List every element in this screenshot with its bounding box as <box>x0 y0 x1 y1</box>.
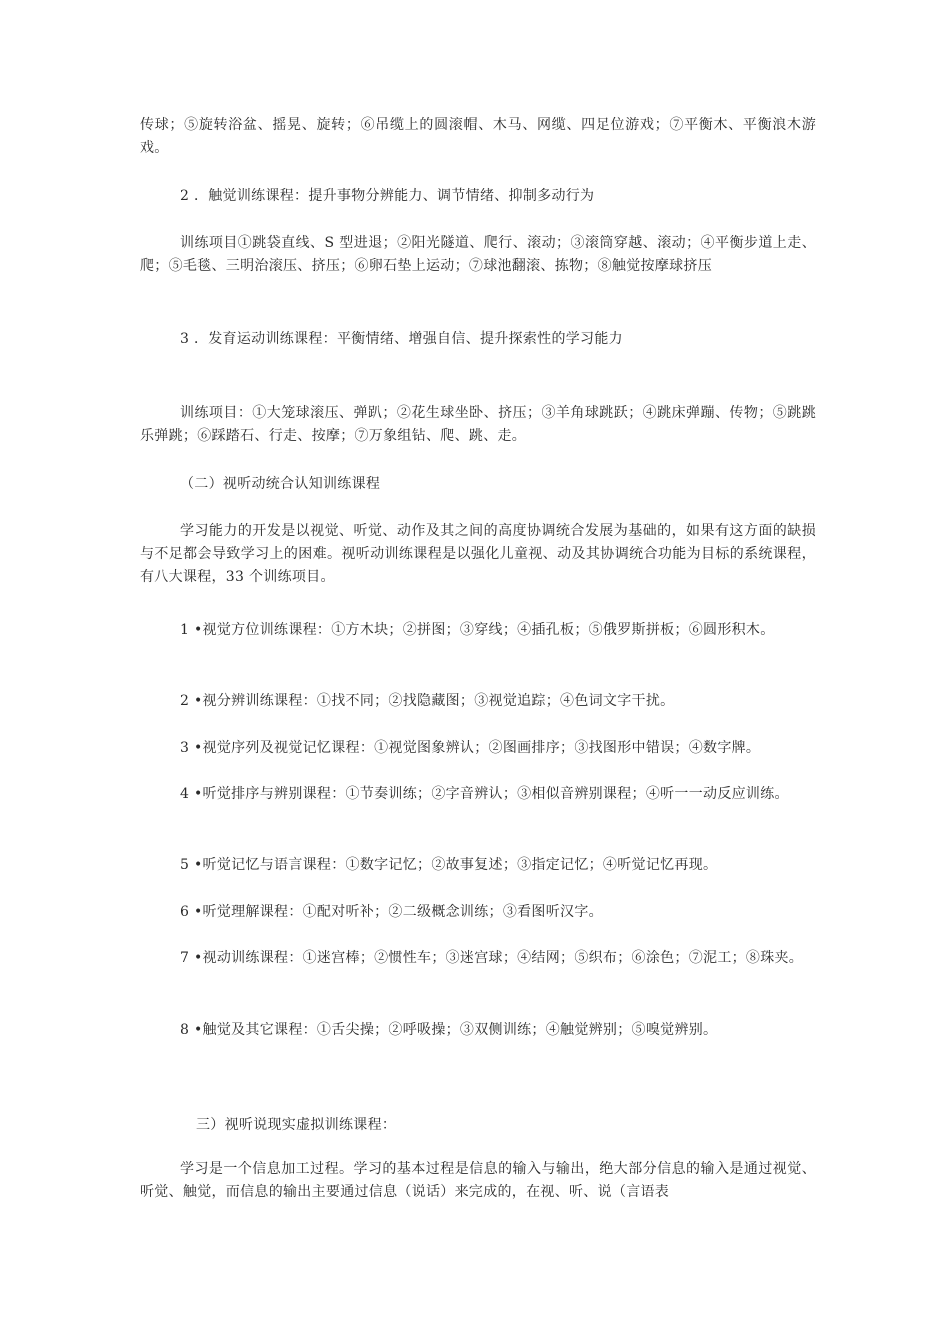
paragraph-audiovisual-intro: 学习能力的开发是以视觉、听觉、动作及其之间的高度协调统合发展为基础的，如果有这方面的缺损与不足都会导致学习上的困难。视听动训练课程是以强化儿童视、动及其协调统合功能为目标的系统课程，有八大课程，33 个训练项目。 <box>140 523 816 585</box>
list-item-4: 4 •听觉排序与辨别课程：①节奏训练；②字音辨认；③相似音辨别课程；④听一一动反应训练。 <box>180 786 789 802</box>
heading-developmental-course: 3 ．发育运动训练课程：平衡情绪、增强自信、提升探索性的学习能力 <box>180 331 623 347</box>
paragraph-vestibular-items-cont: 传球；⑤旋转浴盆、摇晃、旋转；⑥吊缆上的圆滚帽、木马、网缆、四足位游戏；⑦平衡木、平衡浪木游戏。 <box>140 117 816 156</box>
list-item-5: 5 •听觉记忆与语言课程：①数字记忆；②故事复述；③指定记忆；④听觉记忆再现。 <box>180 857 718 873</box>
list-item-8: 8 •触觉及其它课程：①舌尖操；②呼吸操；③双侧训练；④触觉辨别；⑤嗅觉辨别。 <box>180 1022 718 1038</box>
list-item-1: 1 •视觉方位训练课程：①方木块；②拼图；③穿线；④插孔板；⑤俄罗斯拼板；⑥圆形积木。 <box>180 622 775 638</box>
paragraph-tactile-items: 训练项目①跳袋直线、S 型进退；②阳光隧道、爬行、滚动；③滚筒穿越、滚动；④平衡步道上走、爬；⑤毛毯、三明治滚压、挤压；⑥卵石垫上运动；⑦球池翻滚、拣物；⑧触觉按摩球挤压 <box>140 235 816 274</box>
heading-virtual-reality-section: 三）视听说现实虚拟训练课程： <box>196 1117 397 1133</box>
list-item-3: 3 •视觉序列及视觉记忆课程：①视觉图象辨认；②图画排序；③找图形中错误；④数字牌。 <box>180 740 761 756</box>
list-item-7: 7 •视动训练课程：①迷宫棒；②惯性车；③迷宫球；④结网；⑤织布；⑥涂色；⑦泥工；⑧珠夹。 <box>180 950 804 966</box>
paragraph-developmental-items: 训练项目：①大笼球滚压、弹趴；②花生球坐卧、挤压；③羊角球跳跃；④跳床弹蹦、传物；⑤跳跳乐弹跳；⑥踩踏石、行走、按摩；⑦万象组钻、爬、跳、走。 <box>140 405 816 444</box>
list-item-6: 6 •听觉理解课程：①配对听补；②二级概念训练；③看图听汉字。 <box>180 904 603 920</box>
paragraph-virtual-reality-intro: 学习是一个信息加工过程。学习的基本过程是信息的输入与输出，绝大部分信息的输入是通过视觉、听觉、触觉，而信息的输出主要通过信息（说话）来完成的，在视、听、说（言语表 <box>140 1161 816 1200</box>
list-item-2: 2 •视分辨训练课程：①找不同；②找隐藏图；③视觉追踪；④色词文字干扰。 <box>180 693 675 709</box>
heading-audiovisual-section: （二）视听动统合认知训练课程 <box>180 476 381 492</box>
heading-tactile-course: 2 ．触觉训练课程：提升事物分辨能力、调节情绪、抑制多动行为 <box>180 188 595 204</box>
